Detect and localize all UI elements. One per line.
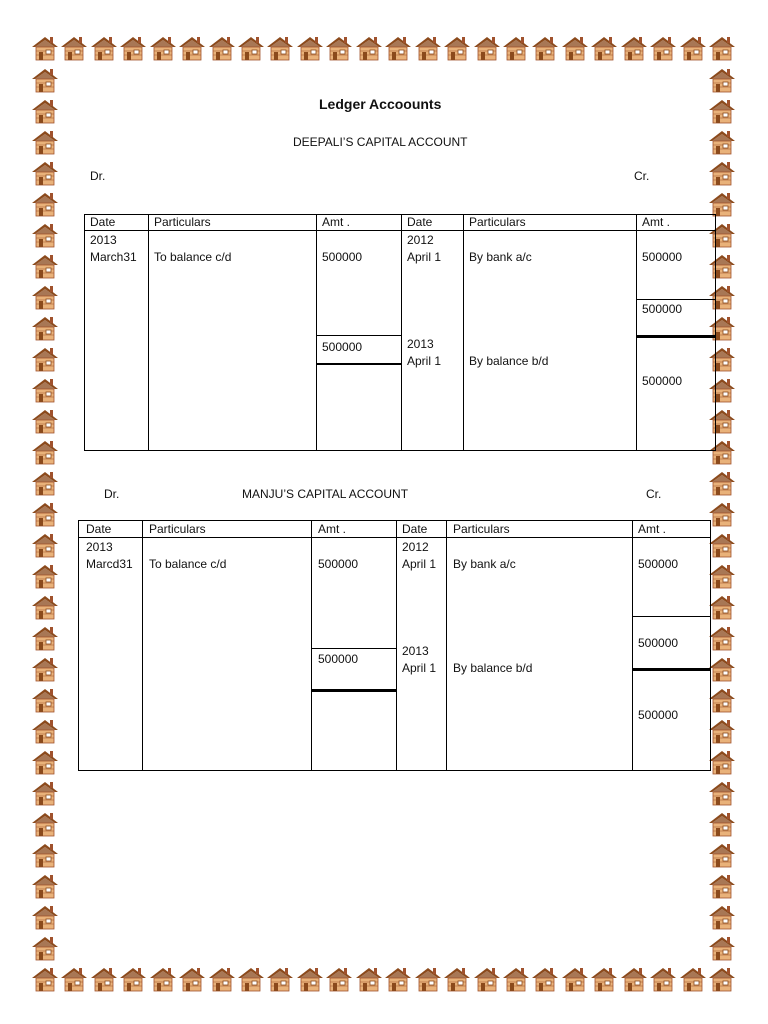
house-icon [502,966,530,992]
house-icon [31,935,59,961]
house-icon [178,966,206,992]
credit-particulars: By balance b/d [469,354,549,368]
house-icon [708,966,736,992]
house-icon [561,966,589,992]
house-icon [531,35,559,61]
house-icon [31,532,59,558]
house-icon [31,811,59,837]
house-icon [90,35,118,61]
credit-particulars: By bank a/c [453,557,516,571]
house-icon [31,904,59,930]
house-icon [590,35,618,61]
account-title: DEEPALI’S CAPITAL ACCOUNT [293,135,468,149]
credit-label: Cr. [634,169,650,183]
house-icon [561,35,589,61]
debit-year: 2013 [90,233,117,247]
credit-label: Cr. [646,487,662,501]
debit-particulars: To balance c/d [149,557,227,571]
house-icon [31,346,59,372]
house-icon [31,129,59,155]
ledger-table [84,214,716,451]
house-icon [31,377,59,403]
credit-particulars: By bank a/c [469,250,532,264]
house-icon [31,67,59,93]
header-particulars: Particulars [149,522,206,536]
house-icon [708,67,736,93]
house-icon [31,501,59,527]
house-icon [620,966,648,992]
house-icon [355,966,383,992]
house-icon [708,687,736,713]
house-icon [649,966,677,992]
house-icon [31,966,59,992]
credit-date: April 1 [402,661,437,675]
header-particulars: Particulars [453,522,510,536]
house-icon [708,35,736,61]
house-icon [31,191,59,217]
credit-date: April 1 [407,354,442,368]
house-icon [708,780,736,806]
house-icon [90,966,118,992]
house-icon [266,35,294,61]
house-icon [60,35,88,61]
house-icon [237,966,265,992]
header-date: Date [407,215,433,229]
house-icon [31,656,59,682]
house-icon [296,35,324,61]
credit-date: April 1 [402,557,437,571]
house-icon [208,35,236,61]
credit-total: 500000 [638,636,679,650]
page-title: Ledger Accoounts [319,96,442,112]
house-icon [620,35,648,61]
house-icon [31,563,59,589]
credit-amount: 500000 [638,557,679,571]
debit-amount: 500000 [322,250,363,264]
house-icon [414,35,442,61]
house-icon [31,718,59,744]
header-particulars: Particulars [154,215,211,229]
house-icon [443,35,471,61]
house-icon [31,439,59,465]
house-icon [708,563,736,589]
house-icon [708,532,736,558]
credit-year: 2012 [407,233,434,247]
house-icon [708,904,736,930]
house-icon [679,966,707,992]
house-icon [708,842,736,868]
house-icon [531,966,559,992]
header-particulars: Particulars [469,215,526,229]
house-icon [443,966,471,992]
house-icon [31,253,59,279]
ledger-table [78,520,711,771]
debit-date: March31 [90,250,137,264]
house-icon [355,35,383,61]
house-icon [31,749,59,775]
house-icon [31,160,59,186]
debit-label: Dr. [104,487,120,501]
house-icon [31,470,59,496]
credit-amount: 500000 [642,374,683,388]
house-icon [149,35,177,61]
house-icon [414,966,442,992]
house-icon [502,35,530,61]
house-icon [149,966,177,992]
credit-particulars: By balance b/d [453,661,533,675]
header-date: Date [402,522,428,536]
house-icon [31,98,59,124]
house-icon [649,35,677,61]
house-icon [679,35,707,61]
house-icon [708,129,736,155]
house-icon [708,749,736,775]
house-icon [119,35,147,61]
house-icon [708,873,736,899]
house-icon [31,625,59,651]
credit-amount: 500000 [642,250,683,264]
credit-year: 2012 [402,540,429,554]
house-icon [60,966,88,992]
header-amount: Amt . [642,215,671,229]
house-icon [325,966,353,992]
debit-amount: 500000 [318,557,359,571]
house-icon [31,687,59,713]
debit-label: Dr. [90,169,106,183]
credit-date: April 1 [407,250,442,264]
house-icon [708,98,736,124]
house-icon [208,966,236,992]
house-icon [384,35,412,61]
account-title: MANJU’S CAPITAL ACCOUNT [242,487,409,501]
credit-total: 500000 [642,302,683,316]
debit-date: Marcd31 [86,557,133,571]
house-icon [325,35,353,61]
house-icon [384,966,412,992]
house-icon [708,935,736,961]
debit-total: 500000 [318,652,359,666]
house-icon [473,35,501,61]
header-amount: Amt . [318,522,347,536]
house-icon [237,35,265,61]
house-icon [119,966,147,992]
house-icon [31,842,59,868]
header-amount: Amt . [638,522,667,536]
debit-total: 500000 [322,340,363,354]
house-icon [31,222,59,248]
house-icon [708,718,736,744]
house-icon [708,470,736,496]
credit-year: 2013 [402,644,429,658]
house-icon [708,625,736,651]
house-icon [178,35,206,61]
header-date: Date [90,215,116,229]
header-date: Date [86,522,112,536]
house-icon [31,408,59,434]
debit-year: 2013 [86,540,113,554]
house-icon [31,594,59,620]
credit-year: 2013 [407,337,434,351]
house-icon [31,780,59,806]
house-icon [31,873,59,899]
house-icon [708,811,736,837]
house-icon [296,966,324,992]
credit-amount: 500000 [638,708,679,722]
house-icon [708,656,736,682]
house-icon [708,160,736,186]
house-icon [473,966,501,992]
house-icon [590,966,618,992]
house-icon [708,501,736,527]
debit-particulars: To balance c/d [154,250,232,264]
house-icon [31,35,59,61]
house-icon [31,284,59,310]
header-amount: Amt . [322,215,351,229]
house-icon [266,966,294,992]
house-icon [31,315,59,341]
house-icon [708,594,736,620]
